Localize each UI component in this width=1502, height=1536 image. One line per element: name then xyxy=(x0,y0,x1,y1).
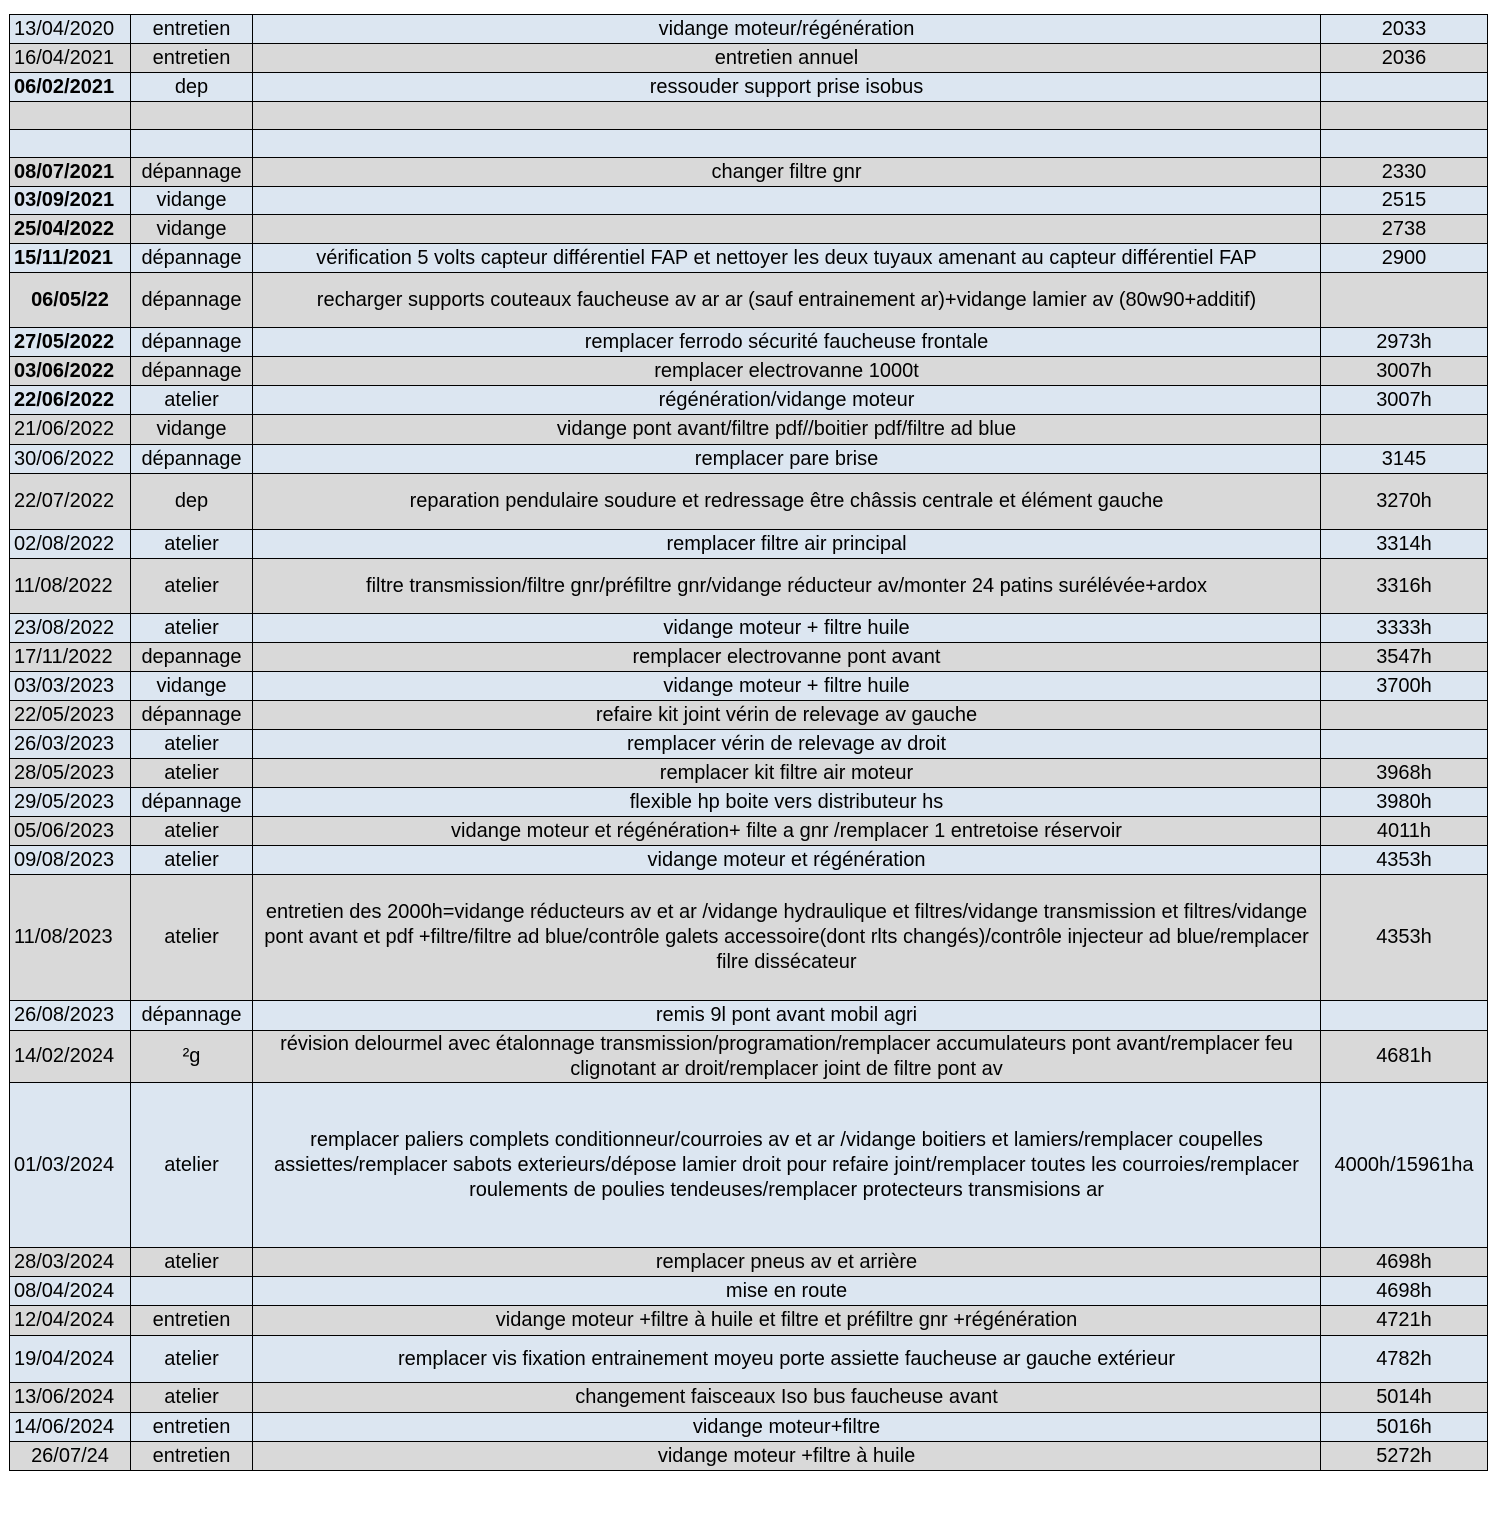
table-row xyxy=(10,1031,1488,1083)
hours-cell[interactable] xyxy=(1321,102,1488,130)
table-row xyxy=(10,1001,1488,1031)
table-row xyxy=(10,788,1488,817)
hours-cell[interactable] xyxy=(1321,415,1488,445)
type-cell[interactable]: atelier xyxy=(131,1083,253,1248)
description-cell[interactable]: remis 9l pont avant mobil agri xyxy=(253,1001,1321,1031)
hours-cell[interactable]: 3980h xyxy=(1321,788,1488,817)
table-row xyxy=(10,875,1488,1001)
description-cell[interactable]: remplacer electrovanne pont avant xyxy=(253,643,1321,672)
type-cell[interactable]: vidange xyxy=(131,215,253,244)
table-row xyxy=(10,614,1488,643)
type-cell[interactable]: atelier xyxy=(131,614,253,643)
hours-cell[interactable] xyxy=(1321,73,1488,102)
description-cell[interactable]: vidange moteur et régénération+ filte a gnr /remplacer 1 entretoise réservoir xyxy=(253,817,1321,846)
date-cell[interactable]: 03/06/2022 xyxy=(10,357,131,386)
table-row xyxy=(10,1277,1488,1306)
description-cell[interactable]: remplacer vérin de relevage av droit xyxy=(253,730,1321,759)
hours-cell[interactable]: 3314h xyxy=(1321,530,1488,559)
date-cell[interactable] xyxy=(10,130,131,158)
date-cell[interactable]: 19/04/2024 xyxy=(10,1336,131,1383)
date-cell[interactable]: 25/04/2022 xyxy=(10,215,131,244)
description-cell[interactable]: remplacer paliers complets conditionneur/courroies av et ar /vidange boitiers et lamiers/remplacer coupelles assiettes/remplacer sabots exterieurs/dépose lamier droit pour refaire joint/remplacer toutes les courroies/remplacer roulements de poulies tendeuses/remplacer protecteurs transmisions ar xyxy=(253,1083,1321,1248)
date-cell[interactable]: 11/08/2023 xyxy=(10,875,131,1001)
description-cell[interactable]: entretien des 2000h=vidange réducteurs av et ar /vidange hydraulique et filtres/vidange transmission et filtres/vidange pont avant et pdf +filtre/filtre ad blue/contrôle galets accessoire(dont rlts changés)/contrôle injecteur ad blue/remplacer filre dissécateur xyxy=(253,875,1321,1001)
hours-cell[interactable]: 4698h xyxy=(1321,1277,1488,1306)
date-cell[interactable]: 17/11/2022 xyxy=(10,643,131,672)
description-cell[interactable]: remplacer electrovanne 1000t xyxy=(253,357,1321,386)
hours-cell[interactable]: 3007h xyxy=(1321,386,1488,415)
type-cell[interactable]: dépannage xyxy=(131,445,253,474)
table-row xyxy=(10,1083,1488,1248)
date-cell[interactable]: 26/03/2023 xyxy=(10,730,131,759)
hours-cell[interactable]: 4681h xyxy=(1321,1031,1488,1083)
date-cell[interactable]: 15/11/2021 xyxy=(10,244,131,273)
type-cell[interactable]: entretien xyxy=(131,1442,253,1471)
type-cell[interactable]: entretien xyxy=(131,1413,253,1442)
date-cell[interactable]: 12/04/2024 xyxy=(10,1306,131,1336)
table-row xyxy=(10,730,1488,759)
hours-cell[interactable]: 4698h xyxy=(1321,1248,1488,1277)
hours-cell[interactable]: 4721h xyxy=(1321,1306,1488,1336)
date-cell[interactable]: 01/03/2024 xyxy=(10,1083,131,1248)
table-row xyxy=(10,1442,1488,1471)
type-cell[interactable]: atelier xyxy=(131,559,253,614)
hours-cell[interactable]: 5272h xyxy=(1321,1442,1488,1471)
date-cell[interactable]: 28/03/2024 xyxy=(10,1248,131,1277)
date-cell[interactable]: 09/08/2023 xyxy=(10,846,131,875)
description-cell[interactable] xyxy=(253,215,1321,244)
date-cell[interactable]: 02/08/2022 xyxy=(10,530,131,559)
description-cell[interactable]: remplacer kit filtre air moteur xyxy=(253,759,1321,788)
table-row xyxy=(10,102,1488,130)
description-cell[interactable]: entretien annuel xyxy=(253,44,1321,73)
hours-cell[interactable]: 3007h xyxy=(1321,357,1488,386)
table-row xyxy=(10,672,1488,701)
hours-cell[interactable]: 4782h xyxy=(1321,1336,1488,1383)
description-cell[interactable]: vidange pont avant/filtre pdf//boitier pdf/filtre ad blue xyxy=(253,415,1321,445)
description-cell[interactable]: vidange moteur + filtre huile xyxy=(253,672,1321,701)
hours-cell[interactable] xyxy=(1321,730,1488,759)
table-row xyxy=(10,415,1488,445)
hours-cell[interactable]: 3270h xyxy=(1321,474,1488,530)
hours-cell[interactable]: 2515 xyxy=(1321,187,1488,215)
description-cell[interactable]: vidange moteur +filtre à huile xyxy=(253,1442,1321,1471)
type-cell[interactable]: atelier xyxy=(131,875,253,1001)
type-cell[interactable]: dépannage xyxy=(131,244,253,273)
date-cell[interactable]: 08/04/2024 xyxy=(10,1277,131,1306)
type-cell[interactable]: atelier xyxy=(131,386,253,415)
date-cell[interactable]: 27/05/2022 xyxy=(10,328,131,357)
hours-cell[interactable]: 3333h xyxy=(1321,614,1488,643)
type-cell[interactable]: dep xyxy=(131,73,253,102)
type-cell[interactable]: dépannage xyxy=(131,357,253,386)
type-cell[interactable] xyxy=(131,1277,253,1306)
hours-cell[interactable]: 4353h xyxy=(1321,875,1488,1001)
description-cell[interactable]: changer filtre gnr xyxy=(253,158,1321,187)
table-row xyxy=(10,759,1488,788)
type-cell[interactable]: atelier xyxy=(131,1383,253,1413)
table-row xyxy=(10,530,1488,559)
hours-cell[interactable]: 4000h/15961ha xyxy=(1321,1083,1488,1248)
table-row xyxy=(10,357,1488,386)
description-cell[interactable]: révision delourmel avec étalonnage transmission/programation/remplacer accumulateurs pont avant/remplacer feu clignotant ar droit/remplacer joint de filtre pont av xyxy=(253,1031,1321,1083)
date-cell[interactable]: 30/06/2022 xyxy=(10,445,131,474)
type-cell[interactable]: atelier xyxy=(131,759,253,788)
hours-cell[interactable]: 3700h xyxy=(1321,672,1488,701)
description-cell[interactable] xyxy=(253,187,1321,215)
table-row xyxy=(10,244,1488,273)
type-cell[interactable]: dépannage xyxy=(131,701,253,730)
table-row xyxy=(10,817,1488,846)
table-row xyxy=(10,273,1488,328)
type-cell[interactable]: depannage xyxy=(131,643,253,672)
hours-cell[interactable]: 3145 xyxy=(1321,445,1488,474)
hours-cell[interactable]: 2738 xyxy=(1321,215,1488,244)
date-cell[interactable]: 13/06/2024 xyxy=(10,1383,131,1413)
hours-cell[interactable]: 2033 xyxy=(1321,15,1488,44)
hours-cell[interactable]: 4011h xyxy=(1321,817,1488,846)
description-cell[interactable]: vidange moteur + filtre huile xyxy=(253,614,1321,643)
table-row xyxy=(10,1383,1488,1413)
date-cell[interactable]: 22/06/2022 xyxy=(10,386,131,415)
type-cell[interactable]: dépannage xyxy=(131,1001,253,1031)
description-cell[interactable]: remplacer vis fixation entrainement moyeu porte assiette faucheuse ar gauche extérieur xyxy=(253,1336,1321,1383)
description-cell[interactable]: remplacer filtre air principal xyxy=(253,530,1321,559)
type-cell[interactable]: atelier xyxy=(131,1248,253,1277)
hours-cell[interactable]: 2973h xyxy=(1321,328,1488,357)
date-cell[interactable]: 08/07/2021 xyxy=(10,158,131,187)
hours-cell[interactable]: 3547h xyxy=(1321,643,1488,672)
hours-cell[interactable]: 5014h xyxy=(1321,1383,1488,1413)
description-cell[interactable]: mise en route xyxy=(253,1277,1321,1306)
hours-cell[interactable]: 3316h xyxy=(1321,559,1488,614)
hours-cell[interactable]: 2900 xyxy=(1321,244,1488,273)
hours-cell[interactable] xyxy=(1321,1001,1488,1031)
table-row xyxy=(10,1306,1488,1336)
description-cell[interactable] xyxy=(253,130,1321,158)
description-cell[interactable]: changement faisceaux Iso bus faucheuse avant xyxy=(253,1383,1321,1413)
table-row xyxy=(10,474,1488,530)
hours-cell[interactable]: 5016h xyxy=(1321,1413,1488,1442)
type-cell[interactable]: dep xyxy=(131,474,253,530)
hours-cell[interactable]: 4353h xyxy=(1321,846,1488,875)
table-row xyxy=(10,215,1488,244)
type-cell[interactable]: dépannage xyxy=(131,273,253,328)
date-cell[interactable]: 06/02/2021 xyxy=(10,73,131,102)
table-row xyxy=(10,559,1488,614)
maintenance-log-table xyxy=(9,14,1488,1471)
date-cell[interactable]: 13/04/2020 xyxy=(10,15,131,44)
table-row xyxy=(10,445,1488,474)
table-row xyxy=(10,15,1488,44)
type-cell[interactable] xyxy=(131,130,253,158)
table-row xyxy=(10,643,1488,672)
type-cell[interactable]: entretien xyxy=(131,44,253,73)
hours-cell[interactable]: 2036 xyxy=(1321,44,1488,73)
date-cell[interactable]: 06/05/22 xyxy=(10,273,131,328)
date-cell[interactable]: 21/06/2022 xyxy=(10,415,131,445)
table-row xyxy=(10,130,1488,158)
date-cell[interactable]: 16/04/2021 xyxy=(10,44,131,73)
description-cell[interactable] xyxy=(253,102,1321,130)
description-cell[interactable]: vidange moteur et régénération xyxy=(253,846,1321,875)
type-cell[interactable]: atelier xyxy=(131,530,253,559)
description-cell[interactable]: vidange moteur+filtre xyxy=(253,1413,1321,1442)
date-cell[interactable]: 29/05/2023 xyxy=(10,788,131,817)
type-cell[interactable]: atelier xyxy=(131,817,253,846)
maintenance-log-body xyxy=(10,15,1488,1471)
description-cell[interactable]: régénération/vidange moteur xyxy=(253,386,1321,415)
description-cell[interactable]: remplacer ferrodo sécurité faucheuse frontale xyxy=(253,328,1321,357)
hours-cell[interactable]: 2330 xyxy=(1321,158,1488,187)
description-cell[interactable]: refaire kit joint vérin de relevage av gauche xyxy=(253,701,1321,730)
type-cell[interactable]: entretien xyxy=(131,15,253,44)
table-row xyxy=(10,386,1488,415)
table-row xyxy=(10,187,1488,215)
date-cell[interactable]: 14/06/2024 xyxy=(10,1413,131,1442)
date-cell[interactable] xyxy=(10,102,131,130)
description-cell[interactable]: filtre transmission/filtre gnr/préfiltre gnr/vidange réducteur av/monter 24 patins surélévée+ardox xyxy=(253,559,1321,614)
date-cell[interactable]: 11/08/2022 xyxy=(10,559,131,614)
hours-cell[interactable] xyxy=(1321,273,1488,328)
type-cell[interactable]: vidange xyxy=(131,187,253,215)
table-row xyxy=(10,1248,1488,1277)
hours-cell[interactable] xyxy=(1321,701,1488,730)
type-cell[interactable]: vidange xyxy=(131,415,253,445)
date-cell[interactable]: 03/03/2023 xyxy=(10,672,131,701)
description-cell[interactable]: remplacer pneus av et arrière xyxy=(253,1248,1321,1277)
description-cell[interactable]: remplacer pare brise xyxy=(253,445,1321,474)
type-cell[interactable]: dépannage xyxy=(131,788,253,817)
type-cell[interactable] xyxy=(131,102,253,130)
date-cell[interactable]: 14/02/2024 xyxy=(10,1031,131,1083)
description-cell[interactable]: vérification 5 volts capteur différentiel FAP et nettoyer les deux tuyaux amenant au capteur différentiel FAP xyxy=(253,244,1321,273)
table-row xyxy=(10,44,1488,73)
type-cell[interactable]: entretien xyxy=(131,1306,253,1336)
description-cell[interactable]: vidange moteur/régénération xyxy=(253,15,1321,44)
type-cell[interactable]: ²g xyxy=(131,1031,253,1083)
type-cell[interactable]: dépannage xyxy=(131,328,253,357)
type-cell[interactable]: dépannage xyxy=(131,158,253,187)
table-row xyxy=(10,158,1488,187)
date-cell[interactable]: 05/06/2023 xyxy=(10,817,131,846)
type-cell[interactable]: atelier xyxy=(131,730,253,759)
hours-cell[interactable]: 3968h xyxy=(1321,759,1488,788)
table-row xyxy=(10,701,1488,730)
description-cell[interactable]: vidange moteur +filtre à huile et filtre et préfiltre gnr +régénération xyxy=(253,1306,1321,1336)
table-row xyxy=(10,1413,1488,1442)
date-cell[interactable]: 23/08/2022 xyxy=(10,614,131,643)
date-cell[interactable]: 03/09/2021 xyxy=(10,187,131,215)
type-cell[interactable]: atelier xyxy=(131,846,253,875)
hours-cell[interactable] xyxy=(1321,130,1488,158)
description-cell[interactable]: ressouder support prise isobus xyxy=(253,73,1321,102)
date-cell[interactable]: 22/07/2022 xyxy=(10,474,131,530)
date-cell[interactable]: 28/05/2023 xyxy=(10,759,131,788)
table-row xyxy=(10,328,1488,357)
type-cell[interactable]: vidange xyxy=(131,672,253,701)
type-cell[interactable]: atelier xyxy=(131,1336,253,1383)
date-cell[interactable]: 26/08/2023 xyxy=(10,1001,131,1031)
description-cell[interactable]: flexible hp boite vers distributeur hs xyxy=(253,788,1321,817)
table-row xyxy=(10,846,1488,875)
description-cell[interactable]: recharger supports couteaux faucheuse av ar ar (sauf entrainement ar)+vidange lamier av (80w90+additif) xyxy=(253,273,1321,328)
description-cell[interactable]: reparation pendulaire soudure et redressage être châssis centrale et élément gauche xyxy=(253,474,1321,530)
date-cell[interactable]: 22/05/2023 xyxy=(10,701,131,730)
date-cell[interactable]: 26/07/24 xyxy=(10,1442,131,1471)
table-row xyxy=(10,1336,1488,1383)
table-row xyxy=(10,73,1488,102)
